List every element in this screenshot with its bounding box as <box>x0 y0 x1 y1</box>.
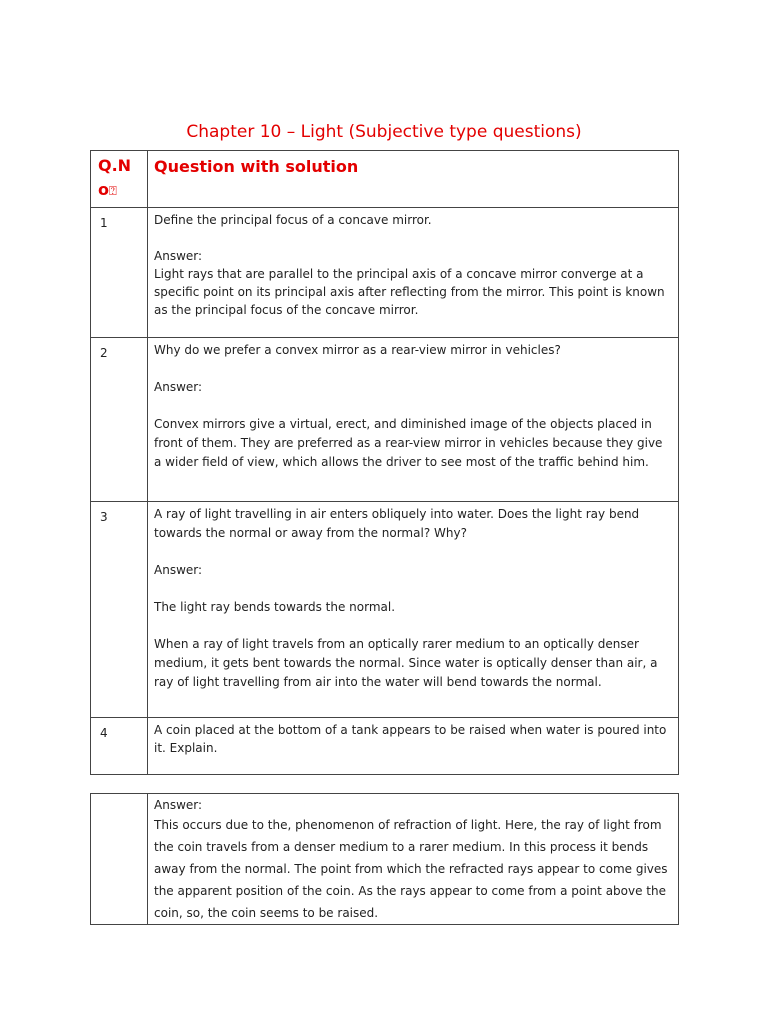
question-number: 2 <box>100 346 108 360</box>
question-content <box>148 502 678 692</box>
questions-table <box>90 150 679 775</box>
question-number: 1 <box>100 216 108 230</box>
qno-cell <box>91 718 148 775</box>
question-cell <box>148 718 679 775</box>
answer-label: Answer: <box>154 380 203 394</box>
question-cell <box>148 208 679 338</box>
answer-text: When a ray of light travels from an optically rarer medium to an optically denser medium, it gets bent towards the normal. Since water is optically denser than air, a ray of light travelling from air into the water will bend towards the normal. <box>154 637 658 689</box>
question-text: Define the principal focus of a concave mirror. <box>154 213 432 227</box>
question-content <box>148 338 678 472</box>
question-number: 3 <box>100 510 108 524</box>
page-title: Chapter 10 – Light (Subjective type questions) <box>186 122 582 142</box>
continuation-table <box>90 793 679 925</box>
question-cell <box>148 338 679 502</box>
question-text: A coin placed at the bottom of a tank appears to be raised when water is poured into it. Explain. <box>154 723 667 755</box>
missing-glyph-icon: ⍰ <box>109 184 117 199</box>
answer-label: Answer: <box>154 249 203 263</box>
answer-cell <box>148 794 679 925</box>
qno-cell <box>91 502 148 718</box>
question-text: Why do we prefer a convex mirror as a rear-view mirror in vehicles? <box>154 343 561 357</box>
table-row <box>91 794 679 925</box>
answer-label: Answer: <box>154 563 203 577</box>
qno-header <box>91 151 147 204</box>
question-content <box>148 208 678 319</box>
qno-cell <box>91 794 148 925</box>
table-header-row <box>91 151 679 208</box>
table-row <box>91 502 679 718</box>
question-text: A ray of light travelling in air enters obliquely into water. Does the light ray bend towards the normal or away from the normal? Why? <box>154 507 640 540</box>
question-header-cell <box>148 151 679 208</box>
answer-short-text: The light ray bends towards the normal. <box>154 600 396 614</box>
answer-text: Light rays that are parallel to the principal axis of a concave mirror converge at a specific point on its principal axis after reflecting from the mirror. This point is known as the principal focus of the concave mirror. <box>154 267 665 317</box>
question-number: 4 <box>100 726 108 740</box>
qno-header-text: Q.No <box>98 156 132 199</box>
answer-content <box>148 794 678 924</box>
answer-label: Answer: <box>154 798 203 812</box>
qno-cell <box>91 338 148 502</box>
question-content <box>148 718 678 757</box>
qno-cell <box>91 208 148 338</box>
table-row <box>91 338 679 502</box>
answer-text: This occurs due to the, phenomenon of refraction of light. Here, the ray of light from the coin travels from a denser medium to a rarer medium. In this process it bends away from the normal. The point from which the refracted rays appear to come gives the apparent position of the coin. As the rays appear to come from a point above the coin, so, the coin seems to be raised. <box>154 818 668 920</box>
answer-text: Convex mirrors give a virtual, erect, and diminished image of the objects placed in front of them. They are preferred as a rear-view mirror in vehicles because they give a wider field of view, which allows the driver to see most of the traffic behind him. <box>154 417 663 469</box>
question-cell <box>148 502 679 718</box>
question-header: Question with solution <box>154 157 359 176</box>
table-row <box>91 718 679 775</box>
qno-header-cell <box>91 151 148 208</box>
table-row <box>91 208 679 338</box>
